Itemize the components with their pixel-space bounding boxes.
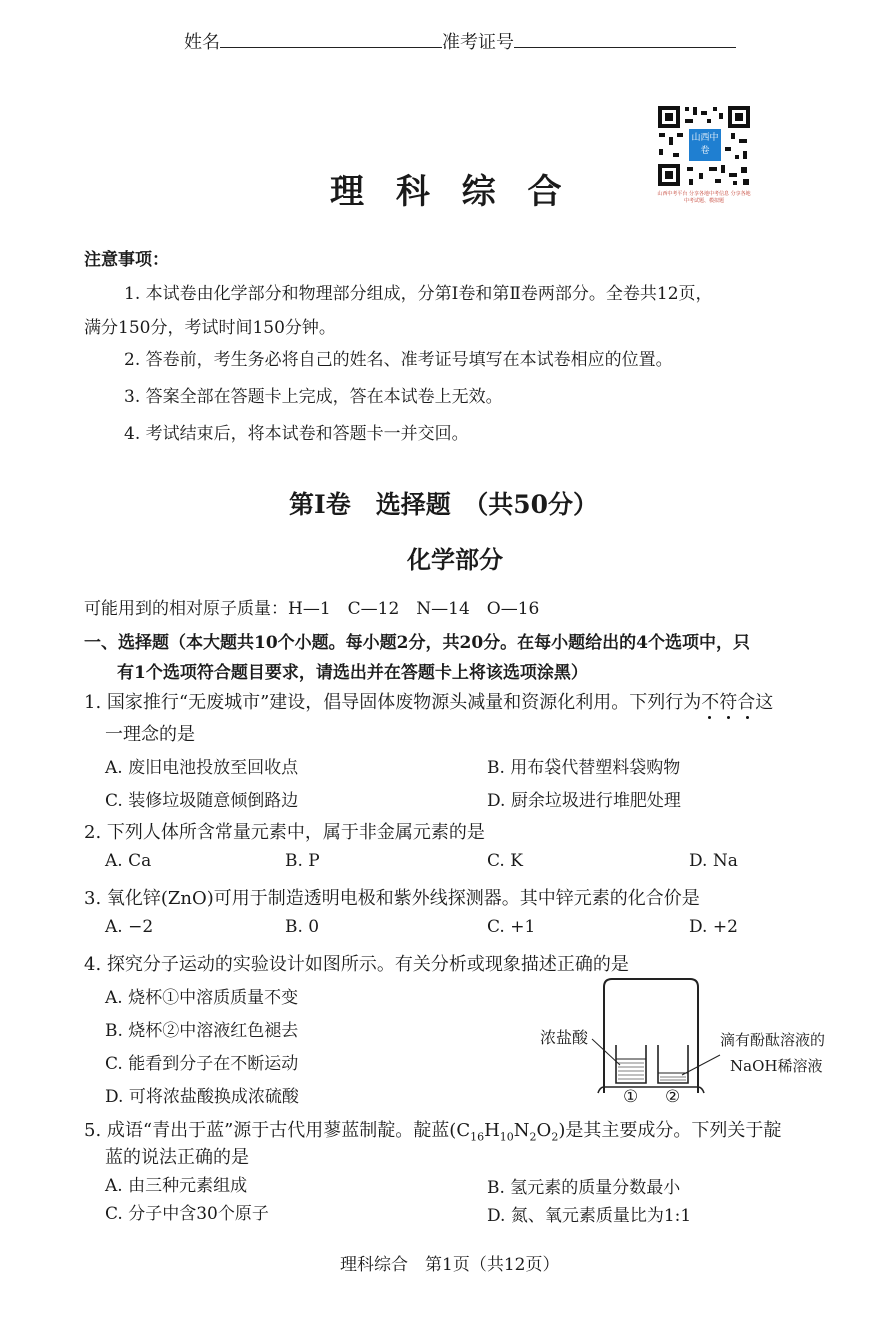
- note-item-2: 2. 答卷前，考生务必将自己的姓名、准考证号填写在本试卷相应的位置。: [124, 350, 673, 370]
- qr-code-block: [655, 103, 753, 215]
- figure-label-phenolphthalein: 滴有酚酞溶液的: [720, 1031, 826, 1049]
- question-2-option-b: B. P: [285, 851, 320, 871]
- formula-n: N: [513, 1120, 530, 1141]
- figure-label-hcl: 浓盐酸: [540, 1028, 589, 1047]
- question-1-option-a: A. 废旧电池投放至回收点: [105, 758, 299, 778]
- qr-caption: 山西中考平台 分享各地中考信息 分享各地中考试题、模拟题: [657, 191, 751, 204]
- formula-sub-h: 10: [499, 1130, 514, 1144]
- name-blank: [220, 29, 442, 48]
- note-item-1: 1. 本试卷由化学部分和物理部分组成，分第Ⅰ卷和第Ⅱ卷两部分。全卷共12页，: [124, 284, 713, 304]
- notes-heading: 注意事项：: [84, 250, 169, 270]
- exam-id-blank: [514, 29, 736, 48]
- question-2-stem: 2. 下列人体所含常量元素中，属于非金属元素的是: [84, 822, 485, 843]
- part-one-instructions: 一、选择题（本大题共10个小题。每小题2分，共20分。在每小题给出的4个选项中，只: [84, 633, 750, 653]
- section-title: 第Ⅰ卷 选择题 （共50分）: [289, 490, 598, 519]
- question-5-stem-text: 5. 成语“青出于蓝”源于古代用蓼蓝制靛。靛蓝(C: [84, 1120, 471, 1141]
- note-item-1-cont: 满分150分，考试时间150分钟。: [84, 318, 336, 338]
- question-3-option-d: D. +2: [689, 917, 738, 937]
- header-name-row: [184, 28, 736, 54]
- qr-logo-text: 山西中卷: [691, 133, 719, 156]
- formula-h: H: [484, 1120, 500, 1141]
- question-1-emphasis-text: 不符合: [701, 692, 756, 713]
- question-5-stem-cont: 蓝的说法正确的是: [105, 1147, 249, 1168]
- experiment-figure: [530, 975, 850, 1115]
- atomic-mass-line: 可能用到的相对原子质量：H—1 C—12 N—14 O—16: [84, 599, 540, 619]
- question-3-option-a: A. −2: [105, 917, 154, 937]
- formula-sub-n: 2: [529, 1130, 537, 1144]
- question-1-stem: [84, 688, 773, 714]
- figure-beaker-2-label: ②: [665, 1087, 681, 1107]
- question-4-option-b: B. 烧杯②中溶液红色褪去: [105, 1021, 299, 1041]
- question-2-option-a: A. Ca: [105, 851, 152, 871]
- question-1-option-b: B. 用布袋代替塑料袋购物: [487, 758, 681, 778]
- question-3-stem: 3. 氧化锌(ZnO)可用于制造透明电极和紫外线探测器。其中锌元素的化合价是: [84, 888, 700, 909]
- question-1-stem-text: 1. 国家推行“无废城市”建设，倡导固体废物源头减量和资源化利用。下列行为: [84, 692, 702, 713]
- question-4-option-a: A. 烧杯①中溶质质量不变: [105, 988, 299, 1008]
- question-2-option-c: C. K: [487, 851, 523, 871]
- question-1-stem-end: 这: [755, 692, 774, 713]
- exam-id-label: 准考证号: [442, 32, 514, 53]
- question-5-stem-end: )是其主要成分。下列关于靛: [558, 1120, 782, 1141]
- note-item-4: 4. 考试结束后，将本试卷和答题卡一并交回。: [124, 424, 469, 444]
- question-4-option-d: D. 可将浓盐酸换成浓硫酸: [105, 1087, 299, 1107]
- question-3-option-c: C. +1: [487, 917, 536, 937]
- page-title: 理 科 综 合: [330, 172, 572, 212]
- question-2-option-d: D. Na: [689, 851, 738, 871]
- question-5-option-d: D. 氮、氧元素质量比为1:1: [487, 1206, 692, 1226]
- question-5-stem: [84, 1116, 781, 1144]
- figure-beaker-1-label: ①: [623, 1087, 639, 1107]
- question-5-option-a: A. 由三种元素组成: [105, 1176, 248, 1196]
- question-1-emphasis: [701, 692, 755, 713]
- page-footer: 理科综合 第1页（共12页）: [340, 1255, 560, 1275]
- figure-label-naoh: NaOH稀溶液: [730, 1057, 823, 1075]
- question-1-stem-cont: 一理念的是: [105, 724, 195, 745]
- question-5-option-c: C. 分子中含30个原子: [105, 1204, 269, 1224]
- question-3-option-b: B. 0: [285, 917, 320, 937]
- part-one-instructions-cont: 有1个选项符合题目要求，请选出并在答题卡上将该选项涂黑）: [117, 663, 588, 683]
- formula-o: O: [536, 1120, 552, 1141]
- question-4-stem: 4. 探究分子运动的实验设计如图所示。有关分析或现象描述正确的是: [84, 954, 629, 975]
- question-5-option-b: B. 氢元素的质量分数最小: [487, 1178, 681, 1198]
- formula-sub-o: 2: [551, 1130, 559, 1144]
- question-1-option-d: D. 厨余垃圾进行堆肥处理: [487, 791, 681, 811]
- name-label: 姓名: [184, 32, 220, 53]
- question-4-option-c: C. 能看到分子在不断运动: [105, 1054, 299, 1074]
- note-item-3: 3. 答案全部在答题卡上完成，答在本试卷上无效。: [124, 387, 503, 407]
- formula-sub-c: 16: [470, 1130, 485, 1144]
- question-1-option-c: C. 装修垃圾随意倾倒路边: [105, 791, 299, 811]
- section-subtitle: 化学部分: [407, 545, 503, 574]
